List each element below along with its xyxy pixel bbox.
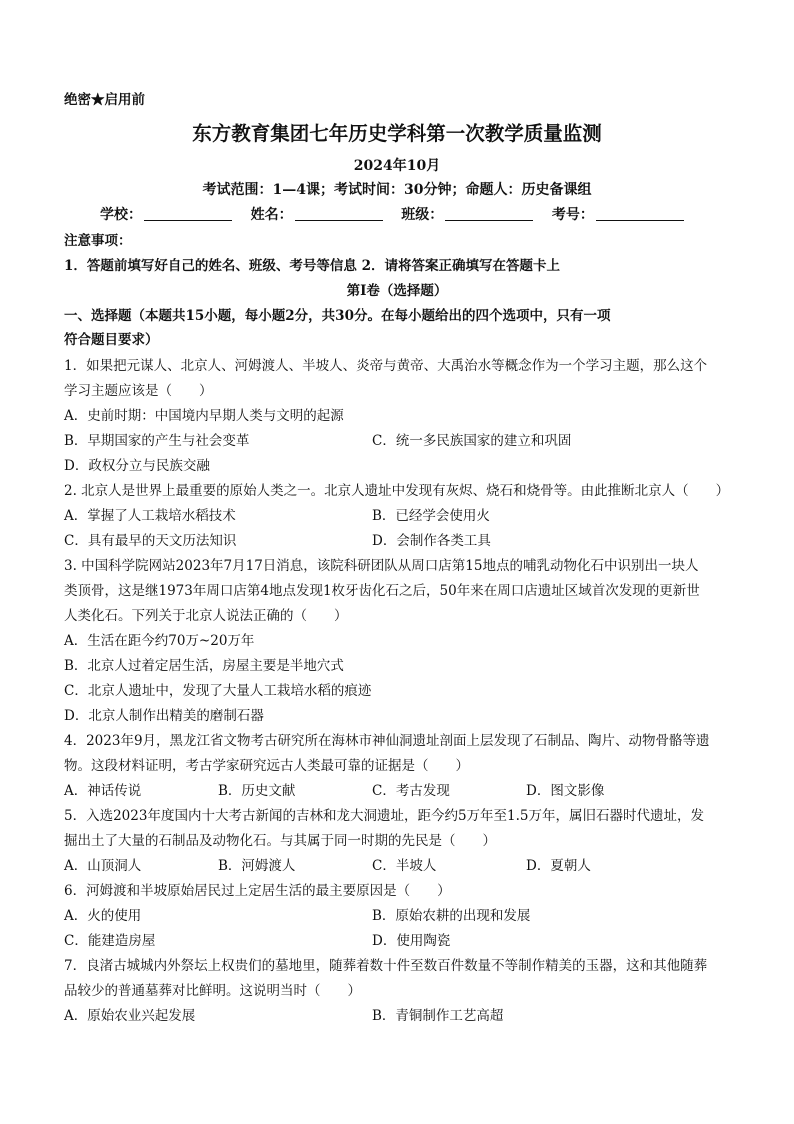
- q2-option-d[interactable]: D．会制作各类工具: [372, 533, 491, 549]
- q4-option-b[interactable]: B．历史文献: [218, 783, 296, 799]
- q3-option-b[interactable]: B．北京人过着定居生活，房屋主要是半地穴式: [64, 658, 344, 674]
- q3-option-d[interactable]: D．北京人制作出精美的磨制石器: [64, 708, 264, 724]
- q5-stem-line1: 5．入选2023年度国内十大考古新闻的吉林和龙大洞遗址，距今约5万年至1.5万年，属旧石器时代遗址，发: [64, 808, 705, 824]
- q7-stem-line2: 品较少的普通墓葬对比鲜明。这说明当时（ ）: [64, 983, 361, 999]
- part1-heading: 第Ⅰ卷（选择题）: [346, 283, 448, 299]
- q2-stem-line1: 2. 北京人是世界上最重要的原始人类之一。北京人遗址中发现有灰烬、烧石和烧骨等。由此推断北京人（ ）: [64, 483, 730, 499]
- q7-stem-line1: 7．良渚古城城内外祭坛上权贵们的墓地里，随葬着数十件至数百件数量不等制作精美的玉器，这和其他随葬: [64, 958, 708, 974]
- section-heading-line2: 符合题目要求）: [64, 332, 159, 348]
- q2-option-b[interactable]: B．已经学会使用火: [372, 508, 490, 524]
- q5-stem-line2: 掘出土了大量的石制品及动物化石。与其属于同一时期的先民是（ ）: [64, 833, 496, 849]
- number-blank[interactable]: [596, 206, 684, 221]
- name-field-label: 姓名：: [250, 207, 293, 223]
- q5-option-d[interactable]: D．夏朝人: [526, 858, 591, 874]
- number-field-label: 考号：: [551, 207, 594, 223]
- q1-option-d[interactable]: D．政权分立与民族交融: [64, 458, 210, 474]
- q4-stem-line1: 4．2023年9月，黑龙江省文物考古研究所在海林市神仙洞遗址剖面上层发现了石制品、陶片、动物骨骼等遗: [64, 733, 710, 749]
- q6-stem-line1: 6．河姆渡和半坡原始居民过上定居生活的最主要原因是（ ）: [64, 883, 451, 899]
- q5-option-b[interactable]: B．河姆渡人: [218, 858, 296, 874]
- q4-option-d[interactable]: D．图文影像: [526, 783, 605, 799]
- q4-stem-line2: 物。这段材料证明，考古学家研究远古人类最可靠的证据是（ ）: [64, 758, 469, 774]
- exam-info: 考试范围：1—4课；考试时间：30分钟；命题人：历史备课组: [202, 182, 592, 198]
- exam-title: 东方教育集团七年历史学科第一次教学质量监测: [192, 122, 602, 145]
- q3-stem-line1: 3. 中国科学院网站2023年7月17日消息，该院科研团队从周口店第15地点的哺乳动物化石中识别出一块人: [64, 558, 699, 574]
- q7-option-a[interactable]: A．原始农业兴起发展: [64, 1008, 196, 1024]
- class-field-label: 班级：: [401, 207, 444, 223]
- q6-option-b[interactable]: B．原始农耕的出现和发展: [372, 908, 531, 924]
- notes-heading: 注意事项：: [64, 233, 132, 249]
- q6-option-d[interactable]: D．使用陶瓷: [372, 933, 451, 949]
- q2-option-c[interactable]: C．具有最早的天文历法知识: [64, 533, 237, 549]
- notes-line: 1．答题前填写好自己的姓名、班级、考号等信息 2．请将答案正确填写在答题卡上: [64, 258, 560, 274]
- section-heading-line1: 一、选择题（本题共15小题，每小题2分，共30分。在每小题给出的四个选项中，只有一项: [64, 308, 611, 324]
- exam-date: 2024年10月: [353, 158, 441, 174]
- q5-option-c[interactable]: C．半坡人: [372, 858, 437, 874]
- q1-stem-line1: 1．如果把元谋人、北京人、河姆渡人、半坡人、炎帝与黄帝、大禹治水等概念作为一个学习主题，那么这个: [64, 358, 708, 374]
- school-blank[interactable]: [144, 206, 232, 221]
- q5-option-a[interactable]: A．山顶洞人: [64, 858, 142, 874]
- q4-option-c[interactable]: C．考古发现: [372, 783, 450, 799]
- q3-stem-line2: 类顶骨，这是继1973年周口店第4地点发现1枚牙齿化石之后，50年来在周口店遗址区域首次发现的更新世: [64, 583, 700, 599]
- secret-label: 绝密★启用前: [64, 92, 145, 108]
- q1-option-b[interactable]: B．早期国家的产生与社会变革: [64, 433, 250, 449]
- q1-option-a[interactable]: A．史前时期：中国境内早期人类与文明的起源: [64, 408, 344, 424]
- q2-option-a[interactable]: A．掌握了人工栽培水稻技术: [64, 508, 236, 524]
- q1-stem-line2: 学习主题应该是（ ）: [64, 383, 213, 399]
- q4-option-a[interactable]: A．神话传说: [64, 783, 142, 799]
- student-fields: [100, 205, 736, 225]
- q6-option-a[interactable]: A．火的使用: [64, 908, 142, 924]
- q7-option-b[interactable]: B．青铜制作工艺高超: [372, 1008, 504, 1024]
- q6-option-c[interactable]: C．能建造房屋: [64, 933, 156, 949]
- q1-option-c[interactable]: C．统一多民族国家的建立和巩固: [372, 433, 572, 449]
- class-blank[interactable]: [445, 206, 533, 221]
- q3-option-c[interactable]: C．北京人遗址中，发现了大量人工栽培水稻的痕迹: [64, 683, 372, 699]
- name-blank[interactable]: [295, 206, 383, 221]
- school-field-label: 学校：: [100, 207, 142, 223]
- q3-stem-line3: 人类化石。下列关于北京人说法正确的（ ）: [64, 608, 348, 624]
- q3-option-a[interactable]: A．生活在距今约70万~20万年: [64, 633, 255, 649]
